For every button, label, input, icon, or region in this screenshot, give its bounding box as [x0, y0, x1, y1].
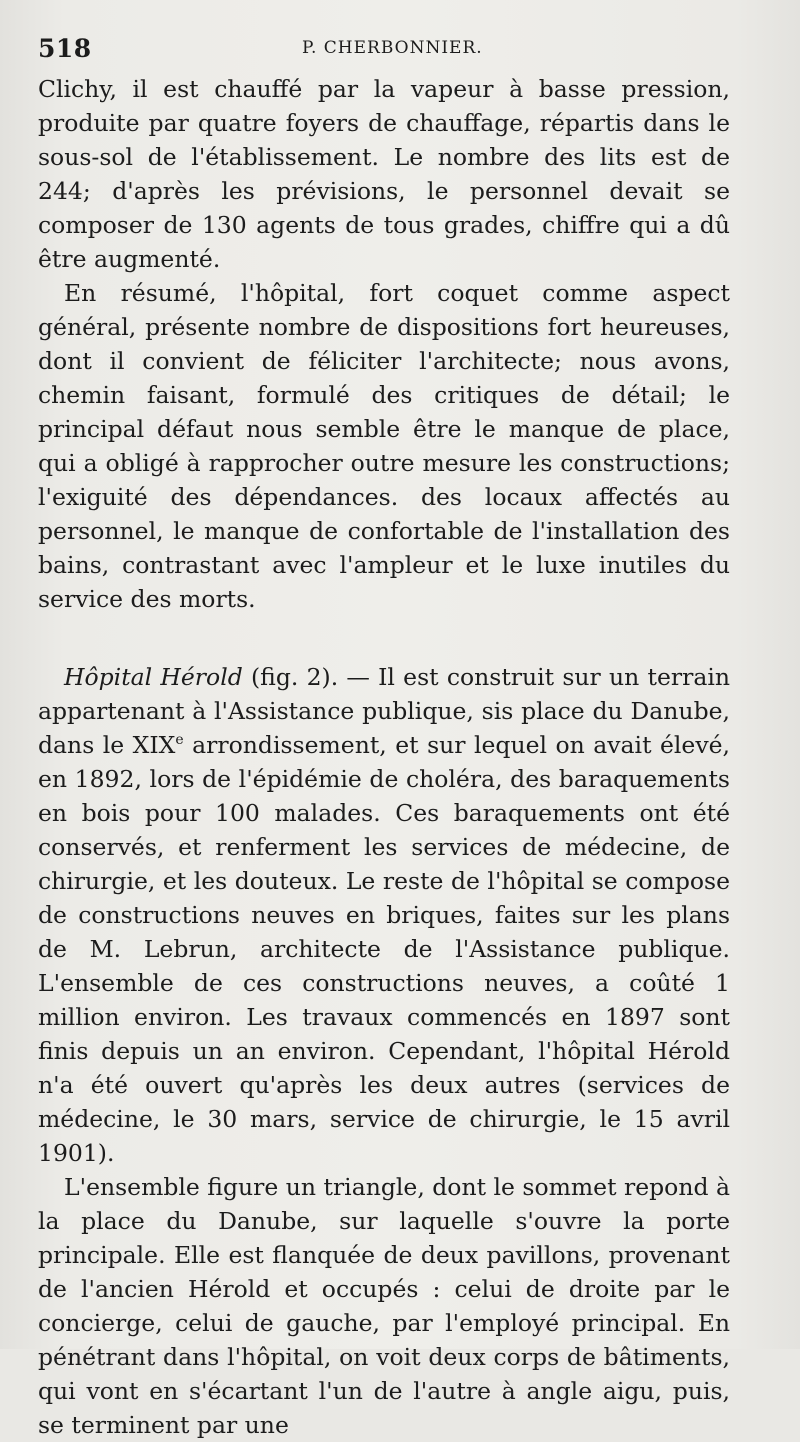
paragraph-summary: En résumé, l'hôpital, fort coquet comme aspect général, présente nombre de dispositions fort heureuses, dont il convient de féliciter l'architecte; nous avons, chemin faisant, formulé des critiques de détail; le principal défaut nous semble être le manque de place, qui a obligé à rapprocher outre mesure les constructions; l'exiguité des dépendances. des locaux affectés au personnel, le manque de confortable de l'installation des bains, contrastant avec l'ampleur et le luxe inutiles du service des morts.: [38, 279, 730, 613]
paragraph-text-part-b: arrondissement, et sur lequel on avait élevé, en 1892, lors de l'épidémie de choléra, des baraquements en bois pour 100 malades. Ces baraquements ont été conservés, et renferment les services de médecine, de chirurgie, et les douteux. Le reste de l'hôpital se compose de constructions neuves en briques, faites sur les plans de M. Lebrun, architecte de l'Assistance publique. L'ensemble de ces constructions neuves, a coûté 1 million environ. Les travaux commencés en 1897 sont finis depuis un an environ. Cependant, l'hôpital Hérold n'a été ouvert qu'après les deux autres (services de médecine, le 30 mars, service de chirurgie, le 15 avril 1901).: [38, 731, 730, 1167]
paragraph-layout: L'ensemble figure un triangle, dont le sommet repond à la place du Danube, sur laquelle s'ouvre la porte principale. Elle est flanquée de deux pavillons, provenant de l'ancien Hérold et occupés : celui de droite par le concierge, celui de gauche, par l'employé principal. En pénétrant dans l'hôpital, on voit deux corps de bâtiments, qui vont en s'écartant l'un de l'autre à angle aigu, puis, se terminent par une: [38, 1173, 730, 1439]
body-text: [38, 72, 730, 1442]
superscript-e: e: [175, 732, 184, 749]
paragraph-text-part-a: (fig. 2). — Il est construit sur un terrain appartenant à l'Assistance publique, sis place du Danube, dans le XIX: [38, 663, 730, 759]
running-head: P. CHERBONNIER.: [302, 38, 483, 58]
section-title: Hôpital Hérold: [64, 663, 243, 691]
paragraph-continuation: Clichy, il est chauffé par la vapeur à basse pression, produite par quatre foyers de chauffage, répartis dans le sous-sol de l'établissement. Le nombre des lits est de 244; d'après les prévisions, le personnel devait se composer de 130 agents de tous grades, chiffre qui a dû être augmenté.: [38, 75, 730, 273]
paragraph-hopital-herold: [38, 660, 730, 1170]
page-number: 518: [38, 34, 92, 63]
page-header: [38, 26, 760, 66]
